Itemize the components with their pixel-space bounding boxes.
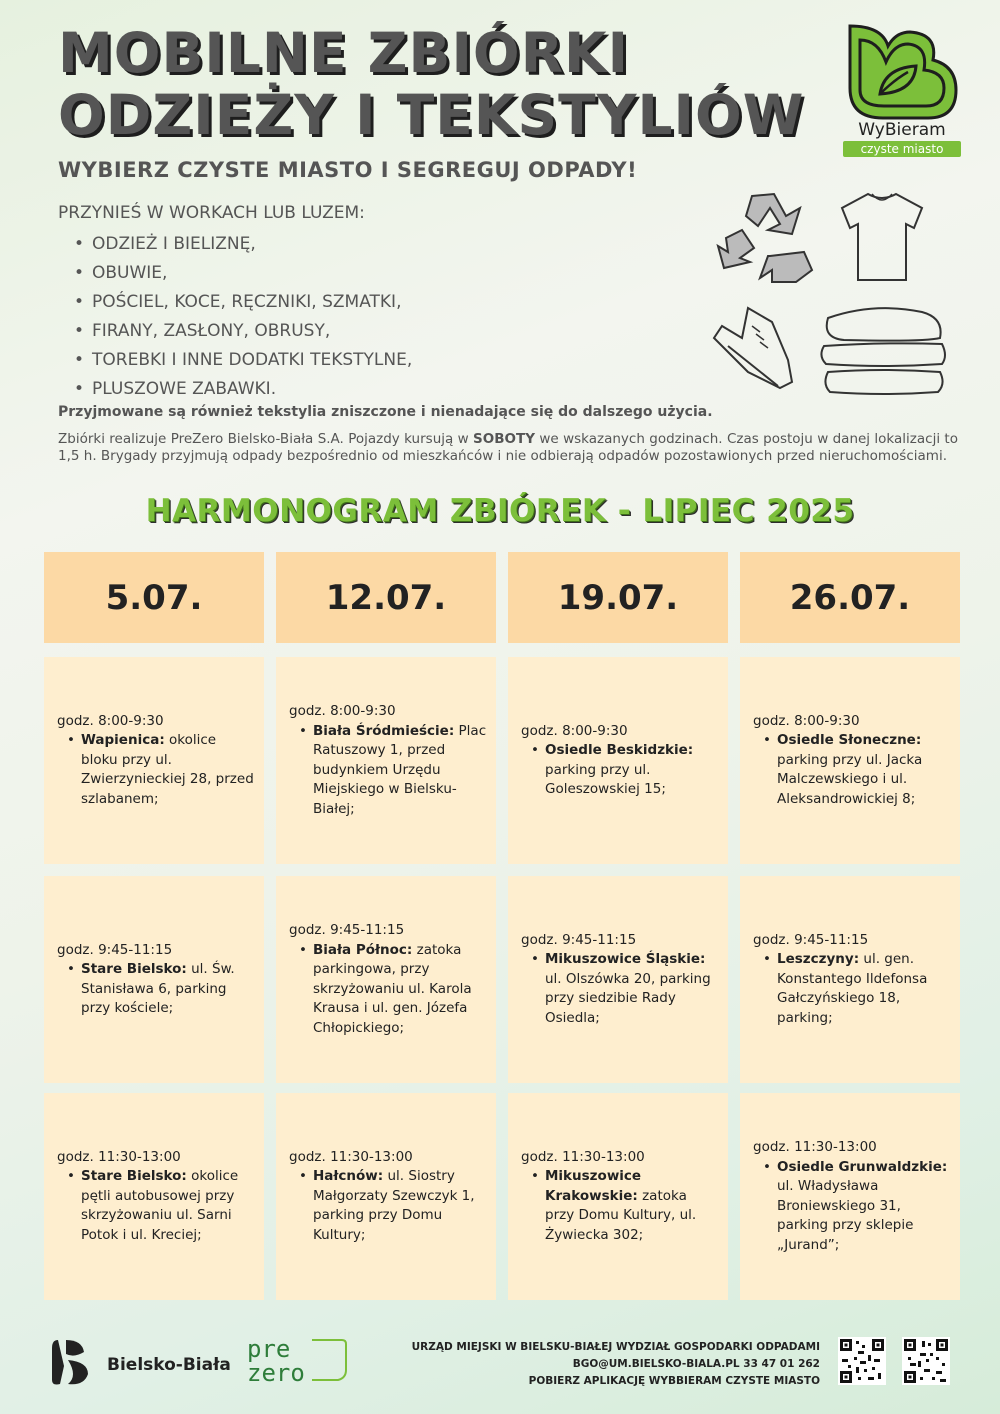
- schedule-cell: [276, 876, 496, 1083]
- slot-place: Wapienica:: [81, 732, 165, 749]
- slot-time: godz. 11:30-13:00: [57, 1148, 181, 1165]
- slot-time: godz. 9:45-11:15: [753, 931, 869, 948]
- slot-entry: [57, 960, 256, 1019]
- slot-desc: ul. Olszówka 20, parking przy siedzibie Rady Osiedla;: [545, 970, 711, 1026]
- slot-entry: [753, 950, 952, 1028]
- schedule-cell: [44, 876, 264, 1083]
- slot-entry: [289, 1167, 488, 1245]
- slot-place: Mikuszowice Śląskie:: [545, 951, 706, 968]
- schedule-cell: [508, 657, 728, 864]
- slot-desc: zatoka przy Domu Kultury, ul. Żywiecka 302;: [545, 1187, 697, 1243]
- slot-desc: zatoka parkingowa, przy skrzyżowaniu ul. Karola Krausa i ul. gen. Józefa Chłopickiego;: [313, 941, 472, 1036]
- schedule-cell: [740, 1093, 960, 1300]
- accepted-note: Przyjmowane są również tekstylia zniszczone i nienadające się do dalszego użycia.: [58, 404, 713, 420]
- slot-time: godz. 11:30-13:00: [753, 1139, 877, 1155]
- schedule-cell: [740, 657, 960, 864]
- slot-desc: Plac Ratuszowy 1, przed budynkiem Urzędu Miejskiego w Bielsku-Białej;: [313, 722, 487, 817]
- items-list: [72, 230, 412, 404]
- list-item: • TOREBKI I INNE DODATKI TEKSTYLNE,: [72, 346, 412, 375]
- slot-desc: parking przy ul. Jacka Malczewskiego i ul. Aleksandrowickiej 8;: [777, 751, 923, 807]
- footer-line-office: URZĄD MIEJSKI W BIELSKU-BIAŁEJ WYDZIAŁ GOSPODARKI ODPADAMI: [411, 1341, 820, 1353]
- footer-line-contact: BGO@UM.BIELSKO-BIALA.PL 33 47 01 262: [572, 1358, 820, 1370]
- date-header: 12.07.: [276, 552, 496, 643]
- slot-place: Osiedle Beskidzkie:: [545, 742, 694, 758]
- date-header: 19.07.: [508, 552, 728, 643]
- info-paragraph: [58, 431, 958, 465]
- qr-code-icon[interactable]: [838, 1337, 886, 1385]
- schedule-cell: [44, 657, 264, 864]
- logo-tagline: czyste miasto: [843, 141, 961, 157]
- date-header: 26.07.: [740, 552, 960, 643]
- slot-time: godz. 8:00-9:30: [521, 722, 628, 739]
- schedule-cell: [508, 1093, 728, 1300]
- schedule-cell: [740, 876, 960, 1083]
- slot-place: Stare Bielsko:: [81, 961, 187, 977]
- slot-time: godz. 11:30-13:00: [521, 1148, 645, 1165]
- slot-entry: [521, 1167, 720, 1245]
- slot-time: godz. 8:00-9:30: [57, 712, 164, 729]
- slot-place: Osiedle Słoneczne:: [777, 732, 922, 749]
- schedule-title: HARMONOGRAM ZBIÓREK - LIPIEC 2025: [145, 493, 855, 529]
- recycle-icon: [712, 186, 824, 290]
- list-item: • ODZIEŻ I BIELIZNĘ,: [72, 230, 412, 259]
- list-item: • POŚCIEL, KOCE, RĘCZNIKI, SZMATKI,: [72, 288, 412, 317]
- intro-lead: PRZYNIEŚ W WORKACH LUB LUZEM:: [58, 203, 365, 223]
- slot-desc: ul. Władysława Broniewskiego 31, parking przy sklepie „Jurand”;: [777, 1178, 914, 1253]
- prezero-logo-top: pre: [247, 1335, 291, 1363]
- page-title: [58, 22, 828, 146]
- footer-line-app: POBIERZ APLIKACJĘ WYBBIERAM CZYSTE MIASTO: [528, 1375, 820, 1387]
- schedule-cell: [276, 657, 496, 864]
- slot-entry: [57, 1167, 256, 1245]
- logo-name: WyBieram: [858, 120, 946, 140]
- qr-code-icon[interactable]: [902, 1337, 950, 1385]
- slot-place: Mikuszowice Krakowskie:: [545, 1168, 642, 1204]
- info-highlight: SOBOTY: [473, 431, 535, 447]
- title-line-2: ODZIEŻY I TEKSTYLIÓW: [58, 83, 805, 147]
- slot-place: Biała Północ:: [313, 941, 413, 958]
- info-text: Zbiórki realizuje PreZero Bielsko-Biała S.A. Pojazdy kursują w: [58, 431, 474, 447]
- slot-entry: [753, 1158, 952, 1256]
- slot-time: godz. 11:30-13:00: [289, 1148, 413, 1165]
- title-line-1: MOBILNE ZBIÓRKI: [58, 21, 630, 85]
- slot-place: Stare Bielsko:: [81, 1168, 187, 1185]
- slot-place: Leszczyny:: [777, 951, 860, 968]
- slot-place: Biała Śródmieście:: [313, 722, 455, 739]
- info-text: we wskazanych godzinach. Czas postoju w danej lokalizacji to 1,5 h. Brygady przyjmują odpady bezpośrednio od mieszkańców i nie odbierają odpadów pozostawionych przed nieruchomościami.: [58, 431, 958, 464]
- list-item: • PLUSZOWE ZABAWKI.: [72, 375, 412, 404]
- slot-desc: okolice pętli autobusowej przy skrzyżowaniu ul. Sarni Potok i ul. Kreciej;: [81, 1168, 239, 1243]
- slot-entry: [521, 741, 720, 800]
- slot-entry: [521, 950, 720, 1028]
- slot-entry: [289, 722, 488, 820]
- schedule-cell: [44, 1093, 264, 1300]
- footer-contact: [380, 1339, 820, 1390]
- bielsko-biala-logo-icon: [48, 1336, 94, 1388]
- slot-entry: [289, 941, 488, 1039]
- slot-entry: [57, 731, 256, 809]
- slot-desc: ul. gen. Konstantego Ildefonsa Gałczyńskiego 18, parking;: [777, 951, 928, 1026]
- slot-place: Osiedle Grunwaldzkie:: [777, 1158, 948, 1175]
- slot-desc: ul. Św. Stanisława 6, parking przy kościele;: [81, 961, 235, 1016]
- slot-time: godz. 8:00-9:30: [289, 703, 396, 719]
- folded-towels-icon: [814, 298, 952, 398]
- slot-desc: ul. Siostry Małgorzaty Szewczyk 1, parking przy Domu Kultury;: [313, 1168, 475, 1243]
- subtitle: WYBIERZ CZYSTE MIASTO I SEGREGUJ ODPADY!: [58, 158, 638, 182]
- slot-time: godz. 9:45-11:15: [57, 941, 173, 958]
- slot-desc: okolice bloku przy ul. Zwierzynieckiej 28, przed szlabanem;: [81, 732, 254, 807]
- list-item: • OBUWIE,: [72, 259, 412, 288]
- tshirt-icon: [838, 188, 926, 284]
- date-header: 5.07.: [44, 552, 264, 643]
- slot-desc: parking przy ul. Goleszowskiej 15;: [545, 761, 666, 797]
- slot-entry: [753, 731, 952, 809]
- schedule-cell: [508, 876, 728, 1083]
- slot-place: Hałcnów:: [313, 1168, 384, 1185]
- slot-time: godz. 9:45-11:15: [289, 922, 405, 938]
- schedule-cell: [276, 1093, 496, 1300]
- prezero-logo-bottom: zero: [247, 1359, 305, 1387]
- slot-time: godz. 9:45-11:15: [521, 931, 637, 948]
- sneaker-icon: [708, 302, 800, 394]
- city-name: Bielsko-Biała: [107, 1355, 231, 1375]
- slot-time: godz. 8:00-9:30: [753, 712, 860, 729]
- list-item: • FIRANY, ZASŁONY, OBRUSY,: [72, 317, 412, 346]
